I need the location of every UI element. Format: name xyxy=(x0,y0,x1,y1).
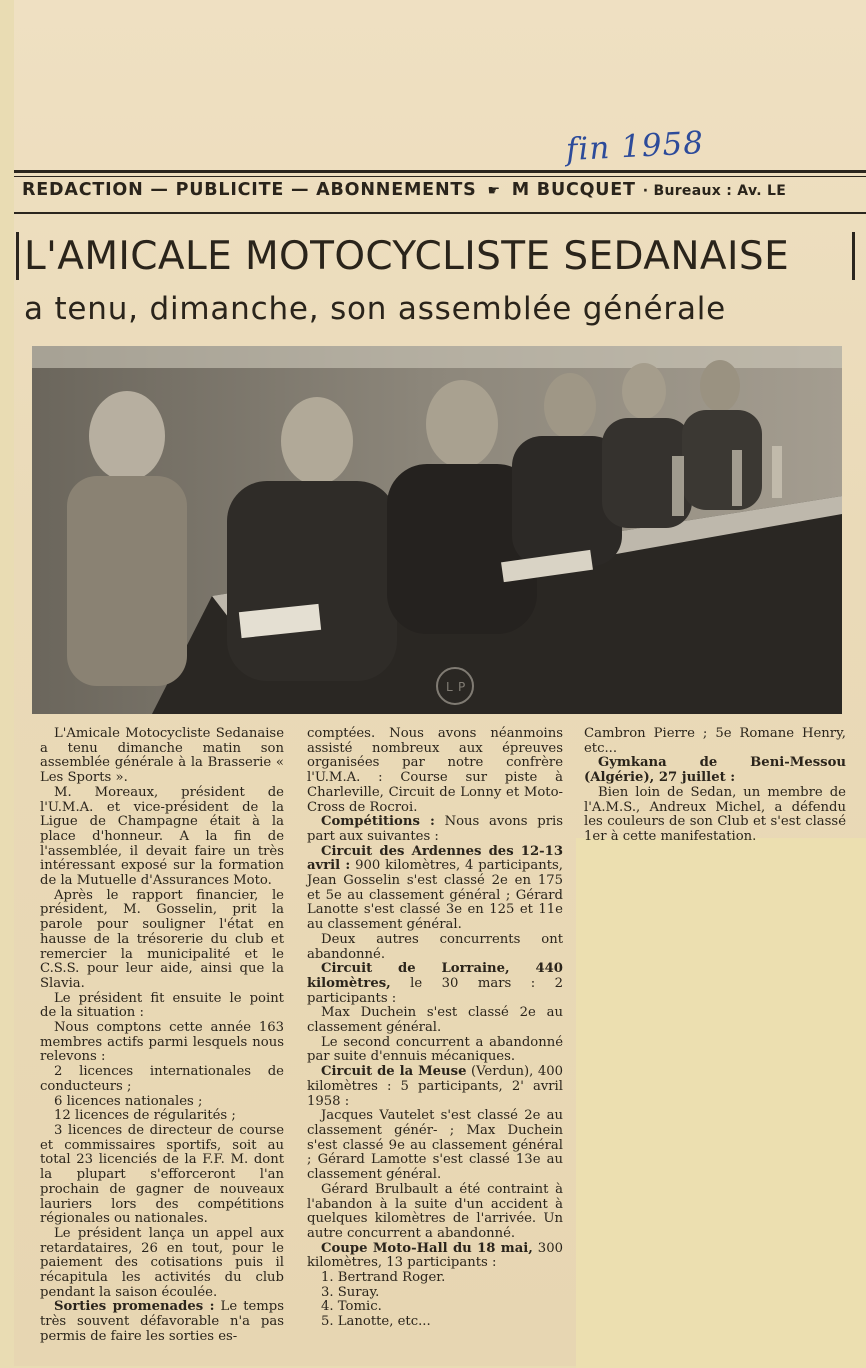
masthead-bar xyxy=(22,180,866,206)
article-paragraph xyxy=(307,1065,563,1109)
paragraph-text: 1. Bertrand Roger. xyxy=(321,1270,446,1286)
article-paragraph xyxy=(307,933,563,962)
pointing-hand-icon: ☛ xyxy=(487,183,501,199)
article-paragraph xyxy=(40,992,284,1021)
article-paragraph xyxy=(584,756,846,785)
paragraph-text: Nous avons pris part aux suivantes : xyxy=(307,814,564,844)
paragraph-text: Bien loin de Sedan, un membre de l'A.M.S., Andreux Michel, a défendu les couleurs de son Club et s'est classé 1er à cette manifestation. xyxy=(584,784,846,844)
paragraph-text: Max Duchein s'est classé 2e au classement général. xyxy=(307,1005,563,1036)
article-paragraph xyxy=(307,1183,563,1242)
paragraph-lead: Circuit des Ardennes des 12-13 avril : xyxy=(307,843,563,874)
article-paragraph xyxy=(307,1242,563,1271)
paragraph-text: Jacques Vautelet s'est classé 2e au classement génér- ; Max Duchein s'est classé 9e au classement général ; Gérard Lamotte s'est classé 13e au classement général. xyxy=(307,1108,563,1183)
headline-main: L'AMICALE MOTOCYCLISTE SEDANAISE xyxy=(24,234,790,279)
svg-text:L: L xyxy=(446,680,453,694)
paragraph-text: 4. Tomic. xyxy=(321,1299,382,1315)
article-paragraph xyxy=(307,1315,563,1330)
article-paragraph xyxy=(40,786,284,889)
paragraph-text: comptées. Nous avons néanmoins assisté nombreux aux épreuves organisées par notre confrère l'U.M.A. : Course sur piste à Charleville, Circuit de Lonny et Moto-Cross de Rocroi. xyxy=(307,726,563,815)
paragraph-lead: Circuit de la Meuse xyxy=(321,1064,467,1080)
paragraph-lead: Sorties promenades : xyxy=(54,1299,215,1315)
headline-sub: a tenu, dimanche, son assemblée générale xyxy=(24,291,727,327)
masthead-bottom-rule xyxy=(14,212,866,214)
article-paragraph xyxy=(584,786,846,845)
paragraph-text: 3 licences de directeur de course et commissaires sportifs, soit au total 23 licenciés de la F.F. M. dont la plupart s'efforceront l'an prochain de gagner de nouveaux lauriers lors des compétitions régionales ou nationales. xyxy=(40,1122,284,1227)
paragraph-text: Nous comptons cette année 163 membres actifs parmi lesquels nous relevons : xyxy=(40,1020,284,1065)
article-paragraph xyxy=(40,1124,284,1227)
article-column-2 xyxy=(307,727,563,1330)
paragraph-text: le 30 mars : 2 participants : xyxy=(307,975,563,1006)
paragraph-lead: Coupe Moto-Hall du 18 mai, xyxy=(321,1240,533,1256)
article-paragraph xyxy=(584,727,846,756)
article-paragraph xyxy=(40,889,284,992)
blank-backing-paper xyxy=(576,838,866,1368)
paragraph-text: M. Moreaux, président de l'U.M.A. et vice-président de la Ligue de Champagne était à la place d'honneur. A la fin de l'assemblée, il devait faire un très intéressant exposé sur la formation de la Mutuelle d'Assurances Moto. xyxy=(40,784,284,889)
masthead-address: · Bureaux : Av. LE xyxy=(642,183,787,199)
article-paragraph xyxy=(40,1300,284,1344)
paragraph-text: 2 licences internationales de conducteurs ; xyxy=(40,1064,284,1094)
paragraph-text: 12 licences de régularités ; xyxy=(54,1108,236,1124)
article-paragraph xyxy=(307,1286,563,1301)
paragraph-text: Le président lança un appel aux retardataires, 26 en tout, pour le paiement des cotisations puis il récapitula les activités du club pendant la saison écoulée. xyxy=(40,1225,284,1300)
paragraph-text: Le second concurrent a abandonné par suite d'ennuis mécaniques. xyxy=(307,1034,563,1065)
masthead-top-rule-thin xyxy=(14,176,866,177)
article-column-1 xyxy=(40,727,284,1345)
masthead-name: M BUCQUET xyxy=(511,180,636,200)
svg-text:P: P xyxy=(458,680,466,694)
paragraph-text: 300 kilomètres, 13 participants : xyxy=(307,1240,563,1271)
paragraph-lead: Compétitions : xyxy=(321,814,435,830)
paragraph-text: 3. Suray. xyxy=(321,1284,380,1300)
article-paragraph xyxy=(40,1065,284,1094)
paragraph-lead: Circuit de Lorraine, 440 kilomètres, xyxy=(307,961,563,991)
paragraph-text: 5. Lanotte, etc... xyxy=(321,1314,431,1330)
article-paragraph xyxy=(307,815,563,844)
article-paragraph xyxy=(307,845,563,933)
paragraph-text: (Verdun), 400 kilomètres : 5 participants, 2' avril 1958 : xyxy=(307,1064,563,1109)
article-paragraph xyxy=(40,727,284,786)
paragraph-text: Après le rapport financier, le président, M. Gosselin, prit la parole pour souligner l'état en hausse de la trésorerie du club et remercier la municipalité et le C.S.S. pour leur aide, ainsi que la Slavia. xyxy=(40,887,284,991)
article-paragraph xyxy=(40,1109,284,1124)
article-paragraph xyxy=(307,1109,563,1183)
paragraph-text: Le temps très souvent défavorable n'a pas permis de faire les sorties es- xyxy=(40,1299,285,1344)
article-paragraph xyxy=(40,1227,284,1301)
paragraph-text: Gérard Brulbault a été contraint à l'abandon à la suite d'un accident à quelques kilomètres de l'arrivée. Un autre concurrent a abandonné. xyxy=(307,1181,563,1241)
article-paragraph xyxy=(40,1095,284,1110)
paragraph-text: 6 licences nationales ; xyxy=(54,1093,203,1109)
paragraph-text: L'Amicale Motocycliste Sedanaise a tenu dimanche matin son assemblée générale à la Brasserie « Les Sports ». xyxy=(40,726,284,786)
paragraph-text: Le président fit ensuite le point de la situation : xyxy=(40,990,284,1021)
paragraph-text: Deux autres concurrents ont abandonné. xyxy=(307,931,563,962)
masthead-top-rule xyxy=(14,170,866,173)
headline-left-border xyxy=(16,232,19,280)
article-paragraph xyxy=(307,727,563,815)
article-paragraph xyxy=(307,962,563,1006)
article-paragraph xyxy=(307,1006,563,1035)
paragraph-text: Cambron Pierre ; 5e Romane Henry, etc... xyxy=(584,726,846,756)
article-paragraph xyxy=(307,1300,563,1315)
article-paragraph xyxy=(307,1036,563,1065)
masthead-sections: REDACTION — PUBLICITE — ABONNEMENTS xyxy=(22,180,477,200)
article-column-3 xyxy=(584,727,846,845)
article-paragraph xyxy=(40,1021,284,1065)
handwritten-date-note: fin 1958 xyxy=(565,124,705,169)
article-paragraph xyxy=(307,1271,563,1286)
paragraph-lead: Gymkana de Beni-Messou (Algérie), 27 juillet : xyxy=(584,755,846,786)
paragraph-text: 900 kilomètres, 4 participants, Jean Gosselin s'est classé 2e en 175 et 5e au classement général ; Gérard Lanotte s'est classé 3e en 125 et 11e au classement général. xyxy=(307,858,563,933)
meeting-photo-icon xyxy=(32,346,842,714)
